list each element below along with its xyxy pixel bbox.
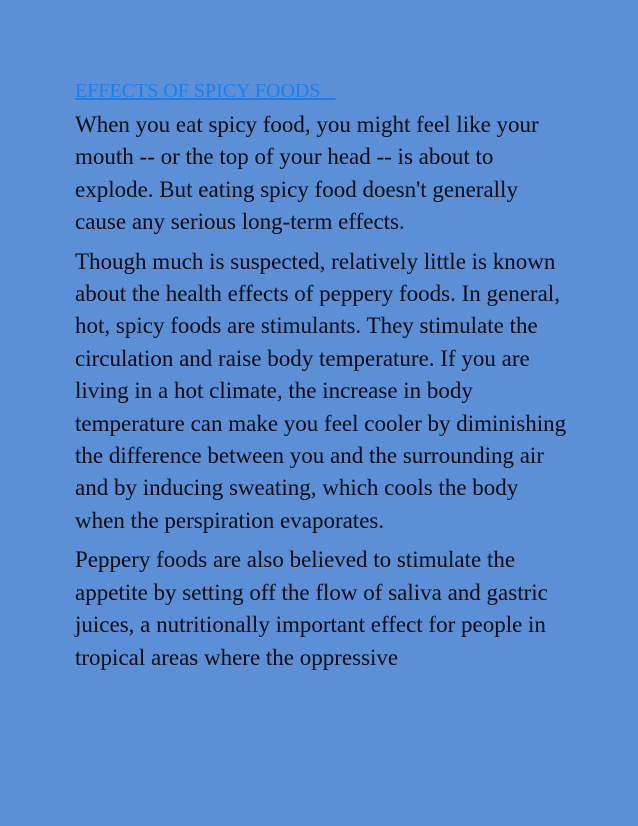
paragraph-2: Though much is suspected, relatively little is known about the health effects of peppery foods. In general, hot, spicy foods are stimulants. They stimulate the circulation and raise body temperature. If you are living in a hot climate, the increase in body temperature can make you feel cooler by diminishing the difference between you and the surrounding air and by inducing sweating, which cools the body when the perspiration evaporates. [75, 248, 567, 533]
document-body [75, 78, 570, 681]
paragraph-1: When you eat spicy food, you might feel like your mouth -- or the top of your head -- is about to explode. But eating spicy food doesn't generally cause any serious long-term effects. [75, 112, 539, 235]
paragraph-3: Peppery foods are also believed to stimulate the appetite by setting off the flow of saliva and gastric juices, a nutritionally important effect for people in tropical areas where the oppressive [75, 547, 548, 670]
document-heading: EFFECTS OF SPICY FOODS [75, 80, 336, 102]
